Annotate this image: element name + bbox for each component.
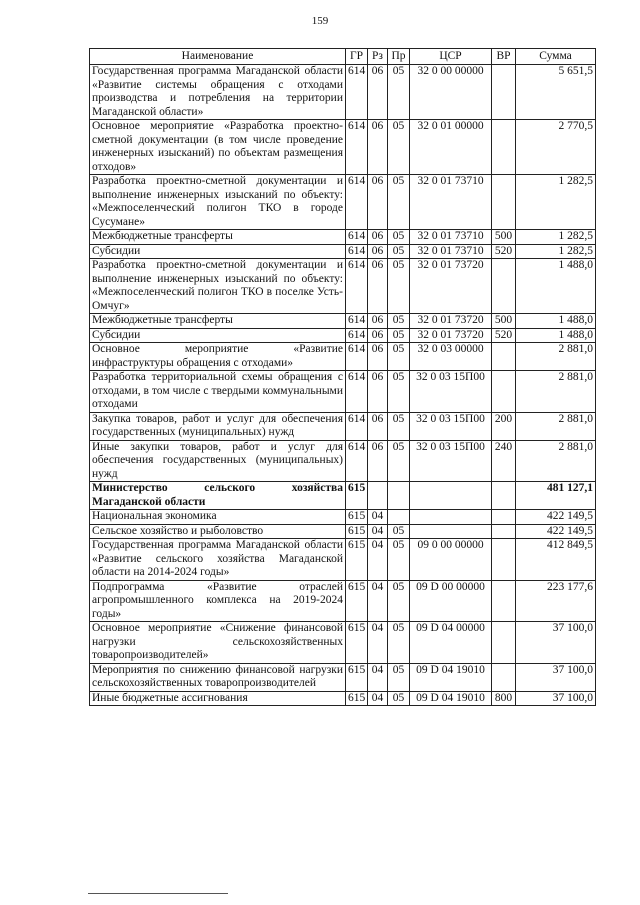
cell-csr: 32 0 01 73720	[410, 259, 492, 314]
cell-rz: 06	[368, 412, 388, 440]
cell-csr: 32 0 01 73720	[410, 328, 492, 343]
cell-pr: 05	[388, 314, 410, 329]
cell-rz: 04	[368, 539, 388, 581]
cell-rz: 04	[368, 580, 388, 622]
cell-name: Основное мероприятие «Разработка проектно-сметной документации (в том числе проведение инженерных изысканий) по объектам размещения отходов»	[90, 120, 346, 175]
cell-sum: 1 488,0	[516, 314, 596, 329]
cell-rz: 06	[368, 65, 388, 120]
cell-pr: 05	[388, 65, 410, 120]
cell-name: Разработка территориальной схемы обращения с отходами, в том числе с твердыми коммунальными отходами	[90, 371, 346, 413]
header-name: Наименование	[90, 49, 346, 65]
cell-gr: 614	[346, 244, 368, 259]
cell-gr: 614	[346, 65, 368, 120]
cell-pr: 05	[388, 580, 410, 622]
header-gr: ГР	[346, 49, 368, 65]
cell-sum: 1 282,5	[516, 175, 596, 230]
cell-gr: 615	[346, 482, 368, 510]
table-row	[90, 371, 596, 413]
cell-name: Государственная программа Магаданской области «Развитие системы обращения с отходами производства и потребления на территории Магаданской области»	[90, 65, 346, 120]
cell-name: Закупка товаров, работ и услуг для обеспечения государственных (муниципальных) нужд	[90, 412, 346, 440]
cell-pr: 05	[388, 120, 410, 175]
table-row	[90, 440, 596, 482]
table-body	[90, 65, 596, 706]
cell-sum: 422 149,5	[516, 510, 596, 525]
cell-vr: 500	[492, 314, 516, 329]
cell-rz: 06	[368, 440, 388, 482]
cell-csr: 32 0 03 00000	[410, 343, 492, 371]
cell-sum: 223 177,6	[516, 580, 596, 622]
cell-name: Министерство сельского хозяйства Магаданской области	[90, 482, 346, 510]
cell-rz: 04	[368, 510, 388, 525]
table-row	[90, 314, 596, 329]
cell-name: Субсидии	[90, 244, 346, 259]
cell-csr: 32 0 01 73710	[410, 244, 492, 259]
cell-gr: 615	[346, 524, 368, 539]
cell-sum: 5 651,5	[516, 65, 596, 120]
cell-name: Субсидии	[90, 328, 346, 343]
cell-vr	[492, 524, 516, 539]
cell-vr	[492, 120, 516, 175]
table-row	[90, 412, 596, 440]
cell-vr	[492, 175, 516, 230]
cell-sum: 1 282,5	[516, 244, 596, 259]
cell-pr: 05	[388, 328, 410, 343]
table-row	[90, 622, 596, 664]
cell-rz: 04	[368, 524, 388, 539]
cell-rz: 06	[368, 244, 388, 259]
cell-vr: 520	[492, 328, 516, 343]
cell-gr: 614	[346, 314, 368, 329]
cell-sum: 412 849,5	[516, 539, 596, 581]
cell-rz: 04	[368, 691, 388, 706]
cell-name: Сельское хозяйство и рыболовство	[90, 524, 346, 539]
cell-vr	[492, 259, 516, 314]
cell-gr: 614	[346, 343, 368, 371]
cell-name: Национальная экономика	[90, 510, 346, 525]
cell-gr: 615	[346, 580, 368, 622]
header-sum: Сумма	[516, 49, 596, 65]
cell-csr	[410, 524, 492, 539]
cell-rz: 06	[368, 230, 388, 245]
page-number: 159	[311, 15, 329, 27]
cell-pr: 05	[388, 230, 410, 245]
table-row	[90, 482, 596, 510]
cell-name: Иные бюджетные ассигнования	[90, 691, 346, 706]
cell-gr: 614	[346, 230, 368, 245]
cell-vr	[492, 371, 516, 413]
cell-vr	[492, 580, 516, 622]
cell-name: Подпрограмма «Развитие отраслей агропромышленного комплекса на 2019-2024 годы»	[90, 580, 346, 622]
header-rz: Рз	[368, 49, 388, 65]
cell-sum: 2 881,0	[516, 343, 596, 371]
cell-gr: 615	[346, 691, 368, 706]
cell-rz: 06	[368, 314, 388, 329]
cell-pr: 05	[388, 175, 410, 230]
table-row	[90, 65, 596, 120]
footnote-rule	[88, 893, 228, 894]
cell-gr: 615	[346, 663, 368, 691]
cell-vr: 500	[492, 230, 516, 245]
cell-csr: 09 D 04 00000	[410, 622, 492, 664]
cell-pr	[388, 482, 410, 510]
cell-pr: 05	[388, 259, 410, 314]
cell-vr	[492, 510, 516, 525]
cell-vr: 200	[492, 412, 516, 440]
cell-gr: 614	[346, 440, 368, 482]
cell-gr: 614	[346, 328, 368, 343]
cell-gr: 614	[346, 175, 368, 230]
table-row	[90, 328, 596, 343]
cell-gr: 615	[346, 510, 368, 525]
table-row	[90, 230, 596, 245]
cell-rz: 06	[368, 259, 388, 314]
cell-sum: 37 100,0	[516, 663, 596, 691]
cell-vr: 800	[492, 691, 516, 706]
cell-name: Разработка проектно-сметной документации и выполнение инженерных изысканий по объекту: «Межпоселенческий полигон ТКО в поселке Усть-Омчуг»	[90, 259, 346, 314]
header-pr: Пр	[388, 49, 410, 65]
cell-pr: 05	[388, 412, 410, 440]
cell-rz: 04	[368, 663, 388, 691]
table-row	[90, 691, 596, 706]
table-row	[90, 539, 596, 581]
cell-vr	[492, 663, 516, 691]
cell-vr	[492, 539, 516, 581]
cell-vr	[492, 482, 516, 510]
cell-gr: 614	[346, 371, 368, 413]
cell-pr: 05	[388, 539, 410, 581]
cell-vr: 240	[492, 440, 516, 482]
cell-sum: 1 282,5	[516, 230, 596, 245]
cell-pr: 05	[388, 343, 410, 371]
cell-gr: 615	[346, 622, 368, 664]
cell-name: Иные закупки товаров, работ и услуг для обеспечения государственных (муниципальных) нужд	[90, 440, 346, 482]
cell-csr: 32 0 01 73710	[410, 230, 492, 245]
table-row	[90, 259, 596, 314]
cell-csr: 09 D 04 19010	[410, 691, 492, 706]
cell-csr: 32 0 00 00000	[410, 65, 492, 120]
cell-pr: 05	[388, 663, 410, 691]
cell-sum: 1 488,0	[516, 328, 596, 343]
table-row	[90, 580, 596, 622]
cell-name: Разработка проектно-сметной документации и выполнение инженерных изысканий по объекту: «Межпоселенческий полигон ТКО в городе Сусумане»	[90, 175, 346, 230]
cell-csr: 09 D 04 19010	[410, 663, 492, 691]
cell-name: Мероприятия по снижению финансовой нагрузки сельскохозяйственных товаропроизводителей	[90, 663, 346, 691]
cell-vr: 520	[492, 244, 516, 259]
cell-gr: 614	[346, 412, 368, 440]
cell-sum: 37 100,0	[516, 691, 596, 706]
cell-csr: 32 0 03 15П00	[410, 371, 492, 413]
cell-sum: 481 127,1	[516, 482, 596, 510]
cell-gr: 614	[346, 120, 368, 175]
cell-sum: 2 881,0	[516, 371, 596, 413]
cell-rz: 06	[368, 175, 388, 230]
cell-sum: 2 881,0	[516, 440, 596, 482]
table-row	[90, 510, 596, 525]
header-vr: ВР	[492, 49, 516, 65]
budget-table	[89, 48, 596, 706]
cell-csr: 09 D 00 00000	[410, 580, 492, 622]
cell-vr	[492, 343, 516, 371]
cell-pr: 05	[388, 371, 410, 413]
cell-gr: 614	[346, 259, 368, 314]
cell-sum: 2 881,0	[516, 412, 596, 440]
cell-sum: 1 488,0	[516, 259, 596, 314]
cell-rz: 04	[368, 622, 388, 664]
cell-pr: 05	[388, 691, 410, 706]
table-row	[90, 120, 596, 175]
cell-pr	[388, 510, 410, 525]
cell-rz	[368, 482, 388, 510]
cell-name: Межбюджетные трансферты	[90, 314, 346, 329]
cell-pr: 05	[388, 622, 410, 664]
cell-csr: 09 0 00 00000	[410, 539, 492, 581]
cell-vr	[492, 622, 516, 664]
cell-csr: 32 0 01 73720	[410, 314, 492, 329]
cell-rz: 06	[368, 120, 388, 175]
cell-sum: 422 149,5	[516, 524, 596, 539]
table-row	[90, 524, 596, 539]
cell-pr: 05	[388, 440, 410, 482]
table-header-row	[90, 49, 596, 65]
cell-sum: 37 100,0	[516, 622, 596, 664]
cell-pr: 05	[388, 244, 410, 259]
table-row	[90, 175, 596, 230]
cell-name: Основное мероприятие «Снижение финансовой нагрузки сельскохозяйственных товаропроизводителей»	[90, 622, 346, 664]
header-csr: ЦСР	[410, 49, 492, 65]
table-row	[90, 663, 596, 691]
cell-rz: 06	[368, 371, 388, 413]
cell-pr: 05	[388, 524, 410, 539]
cell-csr: 32 0 03 15П00	[410, 440, 492, 482]
cell-sum: 2 770,5	[516, 120, 596, 175]
cell-csr: 32 0 03 15П00	[410, 412, 492, 440]
table-row	[90, 343, 596, 371]
cell-csr: 32 0 01 00000	[410, 120, 492, 175]
cell-name: Межбюджетные трансферты	[90, 230, 346, 245]
cell-gr: 615	[346, 539, 368, 581]
cell-vr	[492, 65, 516, 120]
table-row	[90, 244, 596, 259]
cell-csr	[410, 510, 492, 525]
cell-name: Государственная программа Магаданской области «Развитие сельского хозяйства Магаданской области на 2014-2024 годы»	[90, 539, 346, 581]
cell-csr: 32 0 01 73710	[410, 175, 492, 230]
cell-name: Основное мероприятие «Развитие инфраструктуры обращения с отходами»	[90, 343, 346, 371]
cell-rz: 06	[368, 343, 388, 371]
cell-csr	[410, 482, 492, 510]
cell-rz: 06	[368, 328, 388, 343]
